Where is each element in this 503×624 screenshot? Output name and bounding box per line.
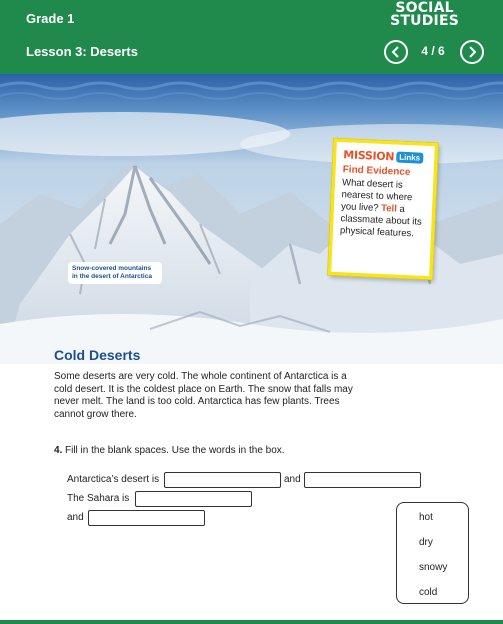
word-bank-item[interactable]: cold (419, 587, 438, 598)
subject-line-1: SOCIAL (395, 0, 454, 16)
and-label-2: and (67, 512, 84, 523)
antarctica-blank-2[interactable] (304, 472, 421, 488)
mission-text (340, 177, 428, 241)
subject-line-2: STUDIES (390, 13, 459, 29)
sahara-line-label: The Sahara is (67, 493, 130, 504)
mission-tell-word: Tell (380, 202, 398, 215)
mission-links-card (328, 139, 438, 279)
mission-text-part-1: What desert is nearest to where you live? (340, 177, 413, 214)
lesson-title: Lesson 3: Deserts (26, 44, 138, 59)
previous-page-button[interactable] (384, 40, 408, 64)
word-bank (396, 502, 469, 604)
antarctica-line-label: Antarctica’s desert is (67, 474, 160, 485)
section-paragraph: Some deserts are very cold. The whole continent of Antarctica is a cold desert. It is the coldest place on Earth. The snow that falls may never melt. The land is too cold. Antarctica has few plants. Trees cannot grow there. (54, 371, 353, 420)
grade-label: Grade 1 (26, 11, 75, 26)
image-caption: Snow-covered mountains in the desert of Antarctica (68, 262, 162, 284)
section-title: Cold Deserts (54, 347, 141, 363)
sahara-blank-1[interactable] (135, 491, 252, 507)
antarctica-blank-1[interactable] (164, 472, 281, 488)
lesson-header (0, 0, 503, 74)
links-badge: Links (396, 152, 423, 164)
and-label-1: and (284, 474, 301, 485)
question-number: 4. (54, 445, 63, 456)
word-bank-item[interactable]: dry (419, 537, 433, 548)
word-bank-item[interactable]: hot (419, 512, 433, 523)
chevron-right-icon (467, 46, 477, 58)
mission-header (343, 148, 428, 165)
chevron-left-icon (391, 46, 401, 58)
page-indicator: 4 / 6 (421, 44, 445, 58)
mission-subtitle: Find Evidence (342, 164, 411, 179)
question-prompt: Fill in the blank spaces. Use the words in the box. (65, 445, 285, 456)
word-bank-item[interactable]: snowy (419, 562, 448, 573)
sahara-blank-2[interactable] (88, 510, 205, 526)
mission-logo: MISSION (343, 148, 395, 164)
mission-text-part-2: a classmate about its physical features. (339, 203, 423, 240)
subject-logo (390, 2, 459, 28)
next-page-button[interactable] (460, 40, 484, 64)
footer-divider (0, 620, 503, 624)
